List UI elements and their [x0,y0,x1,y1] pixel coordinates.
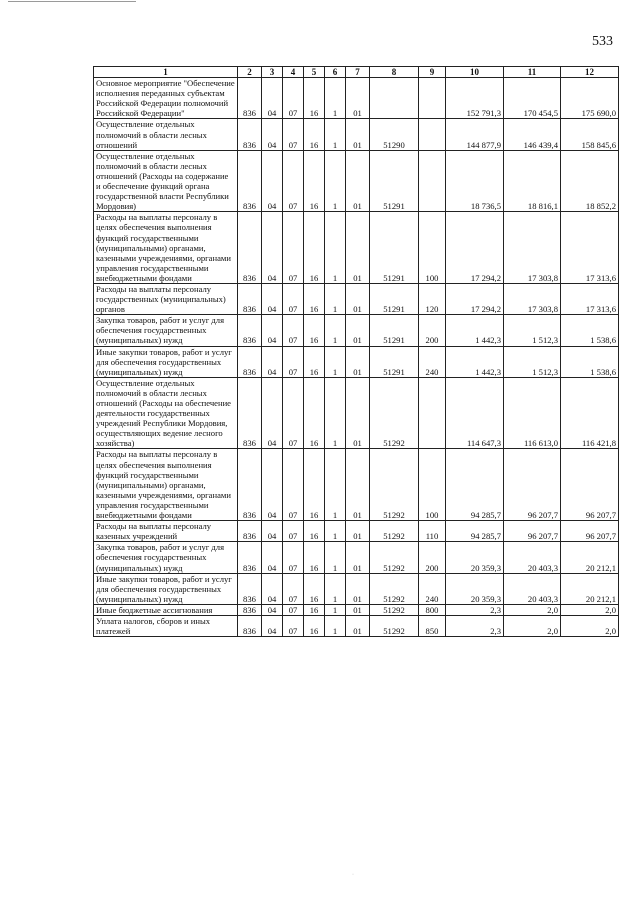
table-row [94,604,619,615]
code-cell: 04 [262,542,283,573]
code-cell: 51292 [370,542,419,573]
code-cell: 07 [283,573,304,604]
code-cell: 04 [262,315,283,346]
code-cell: 1 [325,150,346,212]
table-header-row [94,67,619,78]
code-cell: 836 [238,604,262,615]
code-cell: 1 [325,604,346,615]
code-cell: 51291 [370,315,419,346]
code-cell: 836 [238,212,262,284]
amount-cell: 20 403,3 [504,573,561,604]
code-cell: 1 [325,78,346,119]
code-cell: 07 [283,521,304,542]
column-header: 4 [283,67,304,78]
amount-cell: 20 359,3 [446,542,504,573]
row-name-cell: Осуществление отдельных полномочий в области лесных отношений (Расходы на содержание и обеспечение функций органа государственной власти Республики Мордовия) [94,150,238,212]
table-row [94,346,619,377]
code-cell: 01 [346,449,370,521]
code-cell: 04 [262,377,283,449]
code-cell: 1 [325,346,346,377]
code-cell: 16 [304,615,325,636]
code-cell: 01 [346,346,370,377]
code-cell: 16 [304,346,325,377]
code-cell: 01 [346,615,370,636]
code-cell: 16 [304,150,325,212]
amount-cell: 96 207,7 [561,449,619,521]
code-cell: 16 [304,604,325,615]
row-name-cell: Закупка товаров, работ и услуг для обеспечения государственных (муниципальных) нужд [94,315,238,346]
amount-cell: 146 439,4 [504,119,561,150]
row-name-cell: Расходы на выплаты персоналу казенных учреждений [94,521,238,542]
column-header: 3 [262,67,283,78]
amount-cell: 94 285,7 [446,521,504,542]
code-cell: 836 [238,615,262,636]
code-cell: 1 [325,119,346,150]
code-cell: 16 [304,315,325,346]
amount-cell: 17 313,6 [561,283,619,314]
code-cell: 16 [304,521,325,542]
code-cell: 16 [304,119,325,150]
code-cell [419,377,446,449]
code-cell: 1 [325,573,346,604]
code-cell: 240 [419,346,446,377]
amount-cell: 152 791,3 [446,78,504,119]
table-row [94,283,619,314]
code-cell: 01 [346,315,370,346]
amount-cell: 2,0 [561,604,619,615]
code-cell: 836 [238,119,262,150]
code-cell: 04 [262,150,283,212]
amount-cell: 1 538,6 [561,346,619,377]
code-cell: 1 [325,615,346,636]
amount-cell: 158 845,6 [561,119,619,150]
code-cell: 07 [283,78,304,119]
code-cell: 120 [419,283,446,314]
code-cell: 01 [346,521,370,542]
code-cell: 01 [346,150,370,212]
code-cell: 16 [304,542,325,573]
code-cell: 07 [283,449,304,521]
code-cell: 01 [346,377,370,449]
code-cell: 07 [283,377,304,449]
amount-cell: 17 303,8 [504,212,561,284]
code-cell: 16 [304,449,325,521]
table-row [94,119,619,150]
code-cell: 01 [346,283,370,314]
amount-cell: 96 207,7 [504,521,561,542]
amount-cell: 144 877,9 [446,119,504,150]
code-cell: 836 [238,521,262,542]
amount-cell: 116 613,0 [504,377,561,449]
table-row [94,315,619,346]
row-name-cell: Осуществление отдельных полномочий в области лесных отношений (Расходы на обеспечение деятельности государственных учреждений Республики Мордовия, осуществляющих ведение лесного хозяйства) [94,377,238,449]
code-cell: 51291 [370,212,419,284]
code-cell: 51291 [370,346,419,377]
code-cell: 07 [283,542,304,573]
row-name-cell: Иные бюджетные ассигнования [94,604,238,615]
code-cell: 51291 [370,150,419,212]
table-row [94,615,619,636]
code-cell: 04 [262,449,283,521]
code-cell: 1 [325,542,346,573]
amount-cell: 116 421,8 [561,377,619,449]
amount-cell: 17 313,6 [561,212,619,284]
row-name-cell: Уплата налогов, сборов и иных платежей [94,615,238,636]
amount-cell: 2,3 [446,604,504,615]
code-cell: 01 [346,573,370,604]
code-cell: 836 [238,315,262,346]
scan-speck: · [352,872,354,878]
amount-cell: 17 294,2 [446,212,504,284]
row-name-cell: Иные закупки товаров, работ и услуг для обеспечения государственных (муниципальных) нужд [94,346,238,377]
code-cell: 110 [419,521,446,542]
amount-cell: 20 212,1 [561,573,619,604]
row-name-cell: Закупка товаров, работ и услуг для обеспечения государственных (муниципальных) нужд [94,542,238,573]
amount-cell: 20 403,3 [504,542,561,573]
column-header: 2 [238,67,262,78]
amount-cell: 1 442,3 [446,346,504,377]
amount-cell: 170 454,5 [504,78,561,119]
code-cell: 07 [283,150,304,212]
code-cell: 240 [419,573,446,604]
code-cell: 04 [262,573,283,604]
row-name-cell: Иные закупки товаров, работ и услуг для обеспечения государственных (муниципальных) нужд [94,573,238,604]
code-cell: 836 [238,377,262,449]
code-cell: 16 [304,78,325,119]
code-cell: 800 [419,604,446,615]
code-cell: 04 [262,78,283,119]
code-cell: 836 [238,573,262,604]
column-header: 9 [419,67,446,78]
code-cell: 01 [346,78,370,119]
code-cell: 16 [304,573,325,604]
code-cell [419,119,446,150]
column-header: 11 [504,67,561,78]
code-cell: 01 [346,604,370,615]
amount-cell: 18 852,2 [561,150,619,212]
code-cell: 1 [325,315,346,346]
column-header: 12 [561,67,619,78]
code-cell: 51292 [370,573,419,604]
code-cell [370,78,419,119]
amount-cell: 175 690,0 [561,78,619,119]
code-cell [419,150,446,212]
code-cell: 16 [304,212,325,284]
table-row [94,449,619,521]
code-cell: 100 [419,449,446,521]
code-cell: 01 [346,119,370,150]
amount-cell: 1 442,3 [446,315,504,346]
code-cell: 07 [283,283,304,314]
row-name-cell: Расходы на выплаты персоналу в целях обеспечения выполнения функций государственными (муниципальными) органами, казенными учреждениями, органами управления государственными внебюджетными фондами [94,212,238,284]
scan-edge-line [8,1,136,2]
code-cell: 836 [238,346,262,377]
column-header: 7 [346,67,370,78]
amount-cell: 96 207,7 [504,449,561,521]
code-cell: 07 [283,212,304,284]
amount-cell: 18 736,5 [446,150,504,212]
code-cell: 200 [419,315,446,346]
code-cell: 1 [325,212,346,284]
code-cell: 04 [262,283,283,314]
amount-cell: 2,0 [504,604,561,615]
code-cell: 51292 [370,604,419,615]
code-cell: 04 [262,521,283,542]
table-row [94,521,619,542]
code-cell: 1 [325,449,346,521]
code-cell: 07 [283,604,304,615]
code-cell: 51292 [370,615,419,636]
code-cell: 01 [346,542,370,573]
page-number: 533 [592,34,613,49]
row-name-cell: Осуществление отдельных полномочий в области лесных отношений [94,119,238,150]
code-cell: 1 [325,283,346,314]
amount-cell: 1 538,6 [561,315,619,346]
amount-cell: 17 294,2 [446,283,504,314]
code-cell: 850 [419,615,446,636]
amount-cell: 114 647,3 [446,377,504,449]
code-cell: 51292 [370,377,419,449]
column-header: 1 [94,67,238,78]
code-cell: 200 [419,542,446,573]
amount-cell: 18 816,1 [504,150,561,212]
budget-table [93,66,619,637]
code-cell: 1 [325,521,346,542]
amount-cell: 20 359,3 [446,573,504,604]
amount-cell: 94 285,7 [446,449,504,521]
code-cell: 07 [283,615,304,636]
column-header: 5 [304,67,325,78]
column-header: 8 [370,67,419,78]
table-row [94,573,619,604]
amount-cell: 2,0 [561,615,619,636]
row-name-cell: Расходы на выплаты персоналу государственных (муниципальных) органов [94,283,238,314]
table-row [94,377,619,449]
amount-cell: 20 212,1 [561,542,619,573]
code-cell: 07 [283,346,304,377]
code-cell: 51292 [370,449,419,521]
amount-cell: 17 303,8 [504,283,561,314]
table-row [94,78,619,119]
amount-cell: 2,0 [504,615,561,636]
code-cell: 836 [238,283,262,314]
code-cell: 04 [262,615,283,636]
code-cell: 16 [304,377,325,449]
code-cell: 51291 [370,283,419,314]
code-cell: 836 [238,449,262,521]
column-header: 6 [325,67,346,78]
amount-cell: 1 512,3 [504,315,561,346]
code-cell: 1 [325,377,346,449]
code-cell: 04 [262,604,283,615]
table-row [94,212,619,284]
code-cell: 51290 [370,119,419,150]
code-cell: 836 [238,150,262,212]
code-cell: 51292 [370,521,419,542]
code-cell: 16 [304,283,325,314]
code-cell [419,78,446,119]
row-name-cell: Расходы на выплаты персоналу в целях обеспечения выполнения функций государственными (муниципальными) органами, казенными учреждениями, органами управления государственными внебюджетными фондами [94,449,238,521]
code-cell: 07 [283,119,304,150]
code-cell: 01 [346,212,370,284]
amount-cell: 96 207,7 [561,521,619,542]
code-cell: 04 [262,346,283,377]
code-cell: 836 [238,542,262,573]
code-cell: 836 [238,78,262,119]
row-name-cell: Основное мероприятие "Обеспечение исполнения переданных субъектам Российской Федерации полномочий Российской Федерации" [94,78,238,119]
code-cell: 04 [262,212,283,284]
table-row [94,150,619,212]
amount-cell: 1 512,3 [504,346,561,377]
column-header: 10 [446,67,504,78]
code-cell: 07 [283,315,304,346]
table-row [94,542,619,573]
code-cell: 04 [262,119,283,150]
code-cell: 100 [419,212,446,284]
amount-cell: 2,3 [446,615,504,636]
